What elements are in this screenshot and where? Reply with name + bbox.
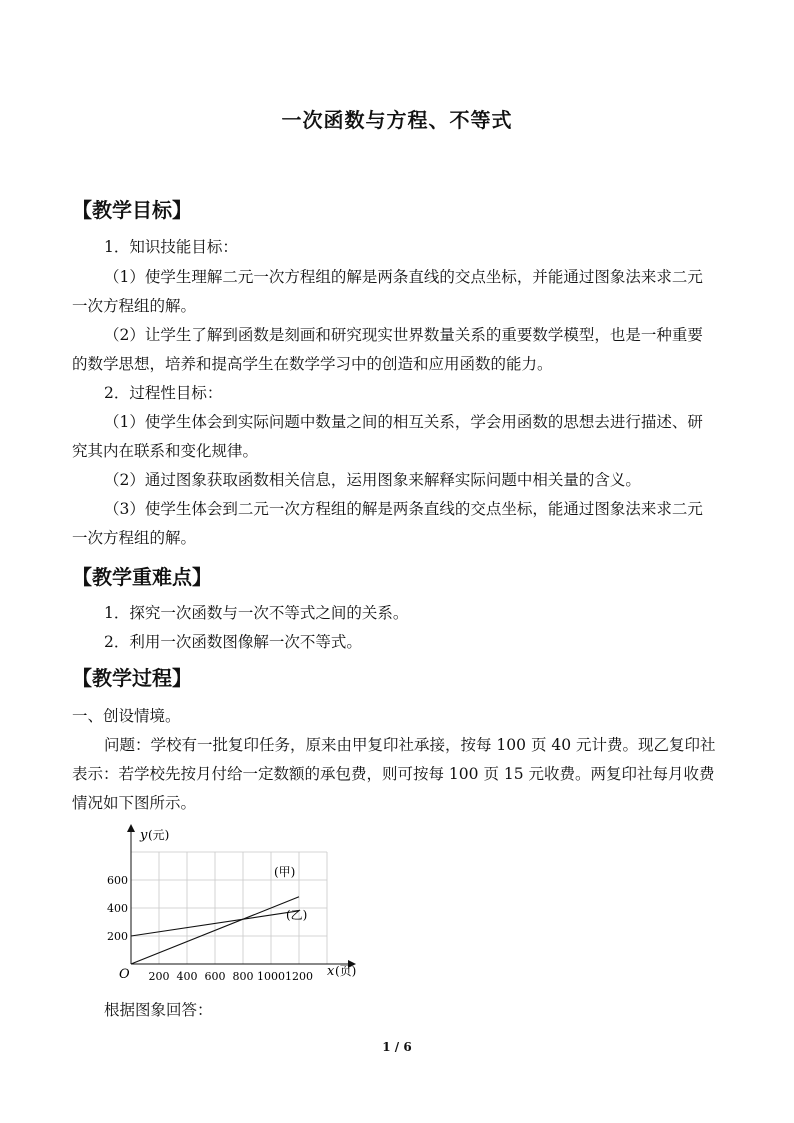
paragraph-line: 一次方程组的解。 — [72, 529, 197, 547]
paragraph-line: 1．知识技能目标： — [104, 238, 238, 256]
paragraph-line: （3）使学生体会到二元一次方程组的解是两条直线的交点坐标，能通过图象法来求二元 — [104, 500, 703, 518]
x-axis-variable: x — [327, 964, 335, 979]
y-tick-label: 400 — [107, 902, 128, 915]
origin-label: O — [119, 967, 130, 982]
y-tick-label: 200 — [107, 930, 128, 943]
section-heading-process: 【教学过程】 — [72, 666, 192, 690]
paragraph-line: （1）使学生理解二元一次方程组的解是两条直线的交点坐标，并能通过图象法来求二元 — [104, 268, 703, 286]
paragraph-line: 一、创设情境。 — [72, 707, 181, 725]
paragraph-line: （2）通过图象获取函数相关信息，运用图象来解释实际问题中相关量的含义。 — [104, 471, 641, 489]
paragraph-line: 1．探究一次函数与一次不等式之间的关系。 — [104, 604, 409, 622]
section-heading-difficulties: 【教学重难点】 — [72, 565, 212, 589]
page-title: 一次函数与方程、不等式 — [281, 108, 513, 132]
x-tick-label: 1200 — [285, 970, 313, 982]
y-axis-arrow-icon — [127, 824, 135, 832]
paragraph-line: 根据图象回答： — [104, 1001, 213, 1019]
page-number: 1 / 6 — [382, 1040, 412, 1054]
cost-chart — [104, 822, 366, 982]
series-label-jia: (甲) — [274, 865, 296, 879]
x-tick-label: 800 — [232, 970, 254, 982]
paragraph-line: 的数学思想，培养和提高学生在数学学习中的创造和应用函数的能力。 — [72, 355, 553, 373]
x-tick-label: 600 — [204, 970, 226, 982]
paragraph-line: 2．利用一次函数图像解一次不等式。 — [104, 633, 362, 651]
x-tick-label: 1000 — [257, 970, 285, 982]
paragraph-line: （1）使学生体会到实际问题中数量之间的相互关系，学会用函数的思想去进行描述、研 — [104, 413, 703, 431]
y-axis-unit: (元) — [148, 828, 170, 842]
paragraph-line: （2）让学生了解到函数是刻画和研究现实世界数量关系的重要数学模型，也是一种重要 — [104, 326, 703, 344]
paragraph-line: 情况如下图所示。 — [72, 794, 197, 812]
x-tick-label: 200 — [148, 970, 170, 982]
paragraph-line: 表示：若学校先按月付给一定数额的承包费，则可按每 100 页 15 元收费。两复印社每月收费 — [72, 765, 715, 783]
series-label-yi: (乙) — [286, 908, 308, 922]
paragraph-line: 2．过程性目标： — [104, 384, 223, 402]
paragraph-line: 究其内在联系和变化规律。 — [72, 442, 259, 460]
y-tick-label: 600 — [107, 874, 128, 887]
y-axis-variable: y — [140, 828, 148, 843]
section-heading-objectives: 【教学目标】 — [72, 198, 192, 222]
x-axis-unit: (页) — [335, 964, 357, 978]
paragraph-line: 一次方程组的解。 — [72, 297, 197, 315]
chart-axes — [127, 824, 356, 968]
x-tick-label: 400 — [176, 970, 198, 982]
paragraph-line: 问题：学校有一批复印任务，原来由甲复印社承接，按每 100 页 40 元计费。现乙复印社 — [104, 736, 716, 754]
